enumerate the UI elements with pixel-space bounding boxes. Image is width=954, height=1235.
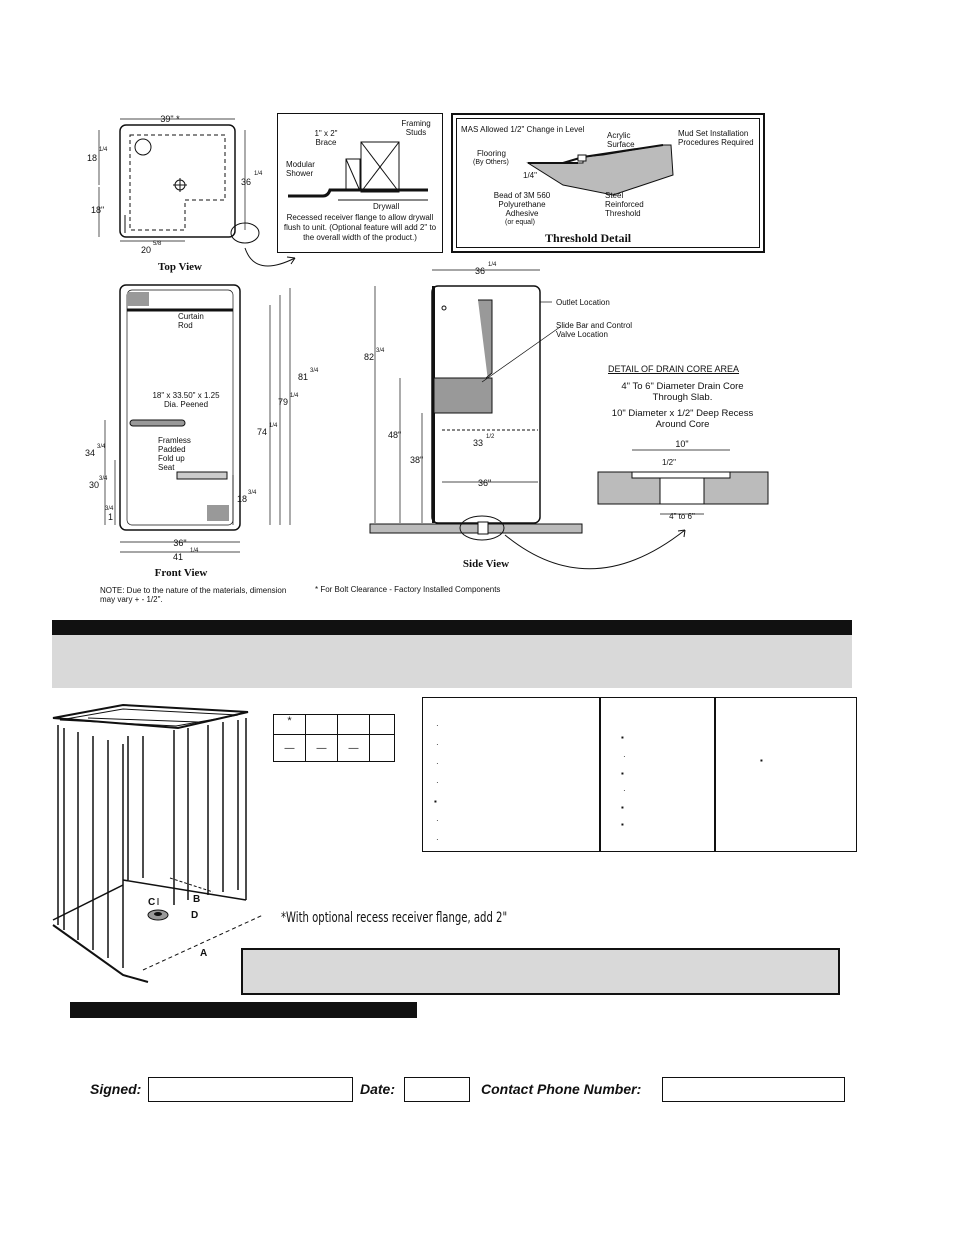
drain-line1: 4" To 6" Diameter Drain Core Through Slab. — [621, 381, 744, 403]
dim-36: 36" — [173, 538, 187, 548]
side-dim-33-frac: 1/2 — [486, 434, 495, 440]
quarter-inch-label: 1/4" — [523, 171, 537, 180]
dim-base-frac: 3/4 — [105, 506, 114, 512]
dim-81-frac: 3/4 — [310, 368, 319, 374]
flange-caption: Recessed receiver flange to allow drywall flush to unit. (Optional feature will add 2" to the overall width of the product.) — [283, 213, 437, 242]
top-depth-frac: 1/4 — [254, 171, 263, 177]
rough-letter-c: C — [148, 897, 156, 908]
side-dim-38: 38" — [410, 455, 424, 465]
dim-18-frac: 3/4 — [248, 490, 257, 496]
flange-option-note: *With optional recess receiver flange, add 2" — [281, 910, 508, 926]
or-equal-label: (or equal) — [505, 219, 535, 226]
top-left-upper-frac: 1/4 — [99, 147, 108, 153]
acrylic-label: Acrylic Surface — [607, 131, 635, 149]
signed-field[interactable] — [148, 1077, 353, 1102]
brace-label: 1" x 2" Brace — [314, 129, 338, 147]
mud-set-label: Mud Set Installation Procedures Required — [678, 129, 754, 147]
drain-dim-top: 10" — [675, 439, 689, 449]
side-dim-36-base: 36" — [478, 478, 492, 488]
date-field[interactable] — [404, 1077, 470, 1102]
drain-detail-title: DETAIL OF DRAIN CORE AREA — [608, 364, 740, 374]
section-header-bar — [52, 620, 852, 635]
drain-line2: 10" Diameter x 1/2" Deep Recess Around Core — [611, 408, 754, 430]
dim-base: 1 — [108, 512, 114, 522]
framing-drawing — [48, 700, 263, 995]
drywall-label: Drywall — [373, 202, 400, 211]
side-dim-36-frac: 1/4 — [488, 262, 497, 268]
options-box — [422, 697, 857, 852]
phone-label: Contact Phone Number: — [481, 1081, 642, 1097]
modular-shower-label: Modular Shower — [286, 160, 315, 178]
threshold-detail-box — [451, 113, 765, 253]
notice-box — [241, 948, 840, 995]
seat-label: Framless Padded Fold up Seat — [158, 436, 191, 472]
rough-field-d[interactable] — [370, 735, 395, 762]
framing-studs-label: Framing Studs — [401, 119, 431, 137]
grab-bar-label: 18" x 33.50" x 1.25 Dia. Peened — [152, 391, 220, 409]
dim-41: 41 — [172, 552, 184, 562]
top-bottom-frac: 5/8 — [153, 241, 162, 247]
by-others-label: (By Others) — [473, 159, 509, 166]
slide-bar-label: Slide Bar and Control Valve Location — [556, 321, 633, 339]
rough-in-table — [273, 714, 395, 762]
date-label: Date: — [360, 1081, 396, 1097]
curtain-rod-label: Curtain Rod — [178, 312, 204, 330]
dim-34: 34 — [85, 448, 96, 458]
side-view-title: Side View — [462, 558, 510, 570]
dim-79-frac: 1/4 — [290, 393, 299, 399]
dim-74: 74 — [257, 427, 268, 437]
top-view-title: Top View — [158, 261, 202, 273]
rough-letter-d: D — [191, 910, 199, 921]
section-grey-band — [52, 635, 852, 688]
threshold-title: Threshold Detail — [545, 231, 632, 245]
signature-section-bar — [70, 1002, 417, 1018]
bead-label: Bead of 3M 560 Polyurethane Adhesive — [493, 191, 551, 218]
dim-79: 79 — [278, 397, 289, 407]
rough-field-b[interactable]: — — [306, 735, 338, 762]
rough-field-a[interactable]: — — [274, 735, 306, 762]
dim-30: 30 — [89, 480, 100, 490]
dim-74-frac: 1/4 — [269, 423, 278, 429]
top-width-dim: 39" * — [160, 114, 180, 124]
dim-18: 18 — [237, 494, 248, 504]
phone-field[interactable] — [662, 1077, 845, 1102]
front-view-title: Front View — [154, 567, 208, 579]
dim-41-frac: 1/4 — [190, 548, 199, 554]
drain-dim-core: 4" to 6" — [669, 512, 695, 521]
materials-note: NOTE: Due to the nature of the materials, dimension may vary + - 1/2". — [100, 586, 287, 604]
rough-table-star: * — [274, 715, 306, 735]
rough-field-c[interactable]: — — [338, 735, 370, 762]
dim-30-frac: 3/4 — [99, 476, 108, 482]
flange-detail-box — [277, 113, 443, 253]
dim-34-frac: 3/4 — [97, 444, 106, 450]
top-left-lower-dim: 18" — [91, 205, 105, 215]
side-dim-82: 82 — [364, 352, 375, 362]
side-dim-82-frac: 3/4 — [376, 348, 385, 354]
drain-arrow — [500, 515, 700, 585]
top-depth-dim: 36 — [241, 177, 252, 187]
top-left-upper-dim: 18 — [87, 153, 98, 163]
drain-dim-depth: 1/2" — [662, 458, 676, 467]
side-dim-33: 33 — [473, 438, 484, 448]
rough-letter-b: B — [193, 894, 201, 905]
steel-threshold-label: Steel Reinforced Threshold — [605, 191, 644, 218]
signed-label: Signed: — [90, 1081, 142, 1097]
side-dim-36: 36 — [475, 266, 486, 276]
drain-detail-drawing — [590, 435, 775, 525]
flooring-label: Flooring — [477, 149, 506, 158]
mas-label: MAS Allowed 1/2" Change in Level — [461, 125, 585, 134]
rough-letter-a: A — [200, 948, 208, 959]
outlet-location-label: Outlet Location — [556, 298, 610, 307]
top-bottom-dim: 20 — [141, 245, 152, 255]
dim-81: 81 — [298, 372, 309, 382]
bolt-note: * For Bolt Clearance - Factory Installed Components — [315, 585, 501, 594]
side-dim-48: 48" — [388, 430, 402, 440]
